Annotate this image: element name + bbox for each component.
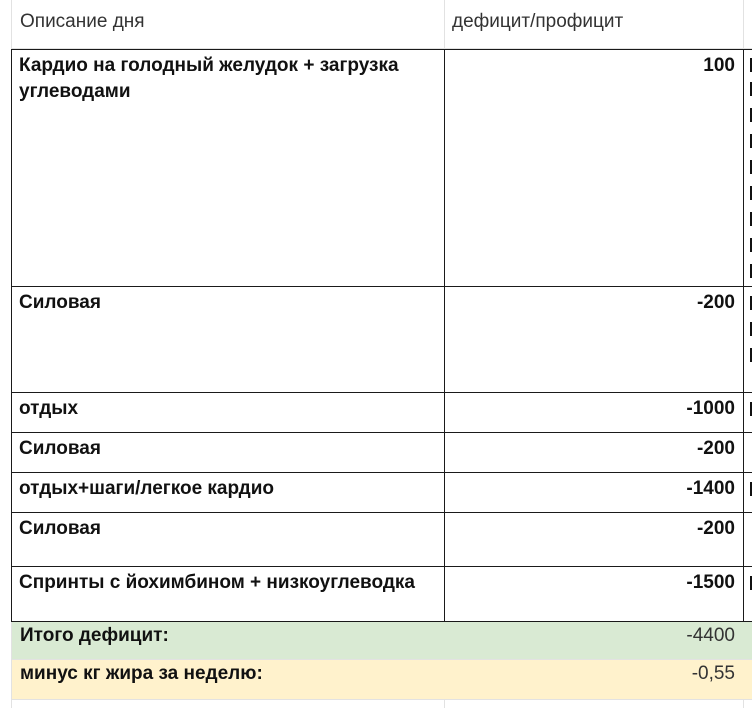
table-row [0,567,752,622]
fat-loss-value: -0,55 [691,663,735,684]
empty-cell[interactable] [11,700,445,708]
description-text: Спринты с йохимбином + низкоуглеводка [19,572,415,593]
description-cell[interactable] [11,287,445,393]
value-text: -1400 [686,478,735,499]
table-row [0,287,752,393]
table-row [0,473,752,513]
value-cell[interactable] [444,473,744,513]
description-text: отдых [19,398,79,419]
notes-cell[interactable] [743,433,752,473]
total-deficit-label-cell[interactable] [11,622,445,660]
value-cell[interactable] [444,393,744,433]
table-row [0,393,752,433]
fat-loss-row [0,660,752,700]
empty-cell[interactable] [444,700,744,708]
description-text: Силовая [19,438,101,459]
fat-loss-extra-cell[interactable] [743,660,752,700]
table-row [0,433,752,473]
description-text: Силовая [19,518,101,539]
value-cell[interactable] [444,49,744,287]
total-deficit-extra-cell[interactable] [743,622,752,660]
description-cell[interactable] [11,513,445,567]
table-row [0,513,752,567]
header-cell-deficit[interactable] [444,0,744,49]
value-text: -1500 [686,572,735,593]
fat-loss-label: минус кг жира за неделю: [20,663,263,684]
table-row [0,49,752,287]
notes-cell[interactable] [743,513,752,567]
header-description-label: Описание дня [20,11,145,32]
header-cell-extra[interactable] [743,0,752,49]
description-text: Силовая [19,292,101,313]
empty-row [0,700,752,708]
description-cell[interactable] [11,473,445,513]
value-cell[interactable] [444,513,744,567]
value-cell[interactable] [444,433,744,473]
description-text: отдых+шаги/легкое кардио [19,478,274,499]
header-cell-description[interactable] [11,0,445,49]
value-text: -200 [696,292,735,313]
header-deficit-label: дефицит/профицит [452,11,624,32]
total-deficit-row [0,622,752,660]
description-text: Кардио на голодный желудок + загрузка углеводами [19,55,399,102]
value-cell[interactable] [444,567,744,622]
empty-cell[interactable] [743,700,752,708]
fat-loss-value-cell[interactable] [444,660,744,700]
total-deficit-value: -4400 [686,625,735,646]
value-text: -200 [696,438,735,459]
value-cell[interactable] [444,287,744,393]
fat-loss-label-cell[interactable] [11,660,445,700]
description-cell[interactable] [11,433,445,473]
value-text: 100 [703,55,735,76]
header-row [0,0,752,49]
value-text: -200 [696,518,735,539]
description-cell[interactable] [11,567,445,622]
description-cell[interactable] [11,393,445,433]
description-cell[interactable] [11,49,445,287]
total-deficit-value-cell[interactable] [444,622,744,660]
total-deficit-label: Итого дефицит: [20,625,169,646]
value-text: -1000 [686,398,735,419]
